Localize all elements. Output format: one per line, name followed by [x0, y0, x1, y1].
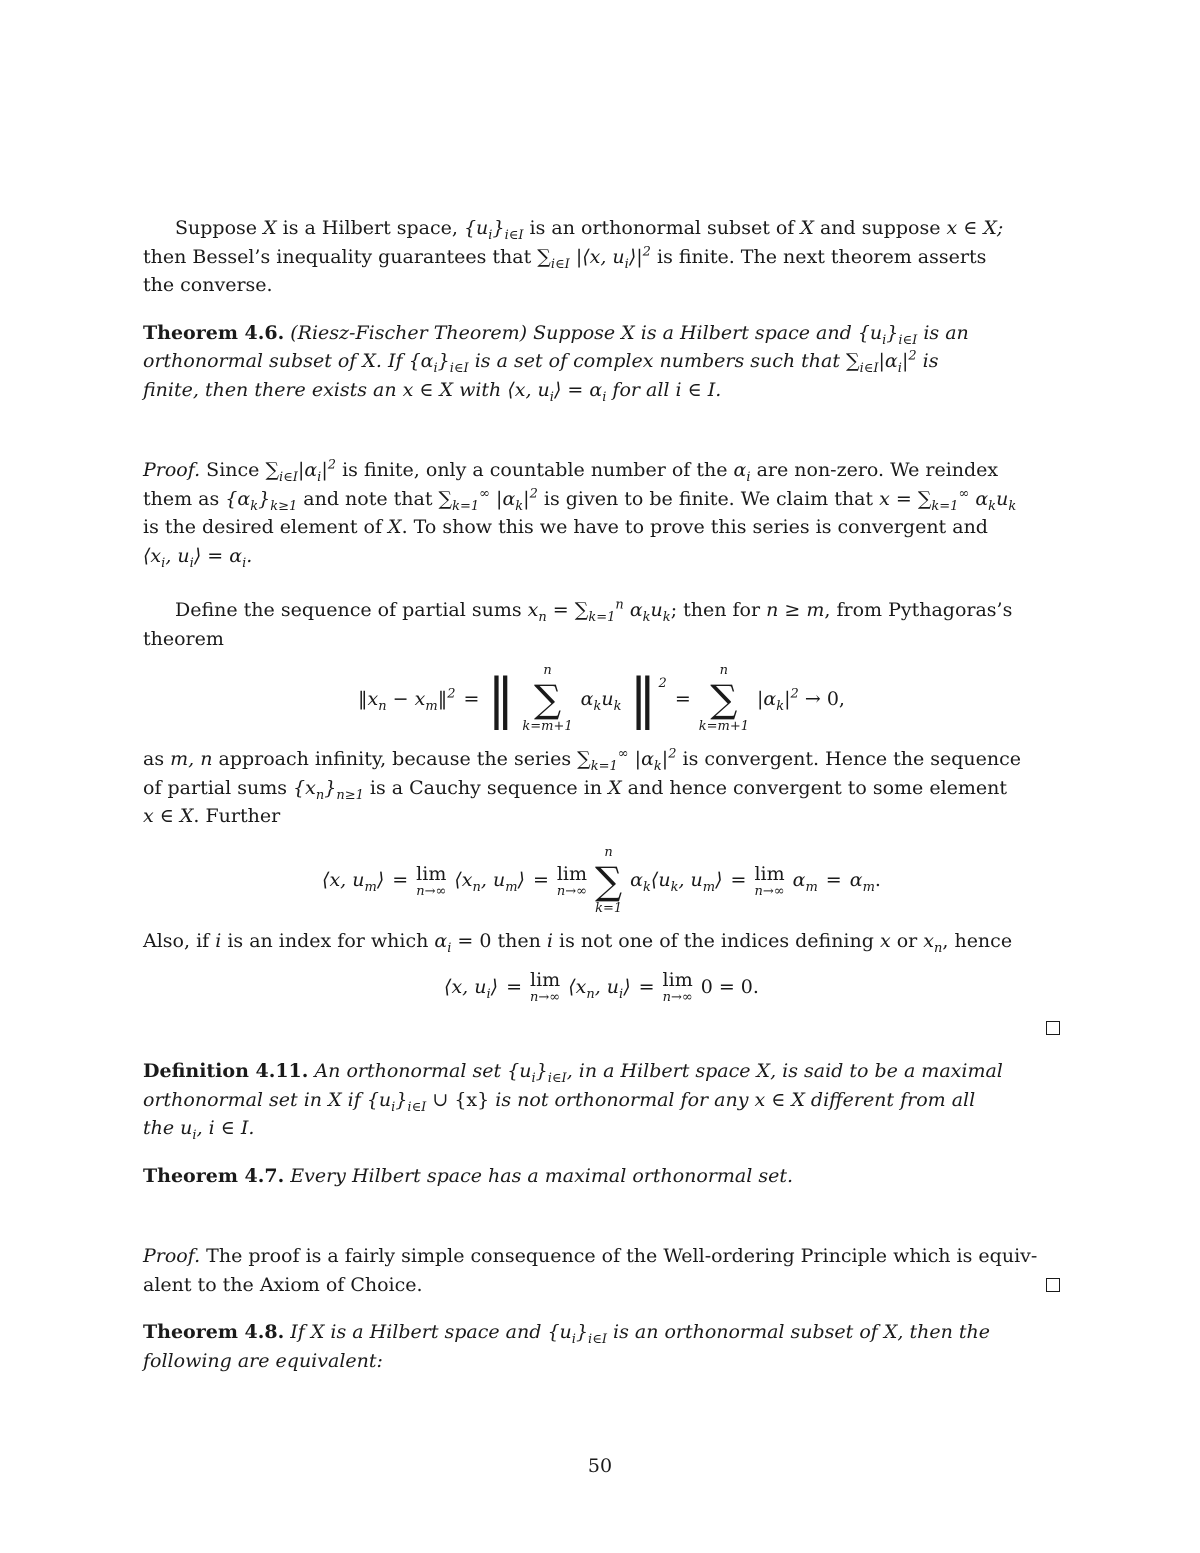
theorem-label: Theorem 4.8.: [143, 1321, 285, 1343]
proof-riesz-fischer: Proof. Since $\sum_{i\in I}|\alpha_i|^2$ is finite, only a countable number of the $\alpha_i$ are non-zero. We reindex them as $\{\alpha_k\}_{k\ge 1}$ and note that $\sum_{k=1}^\infty$ $|\alpha_k|^2$ is given to be finite. We claim that $x = \sum_{k=1}^\infty$ $\alpha_ku_k$ is the desired element of X. To show this we have to prove this series is convergent and $⟨x_i$, $u_i⟩ = \alpha_i$.: [143, 457, 1017, 571]
display-equation-zero: ⟨x, $u_i⟩$ = lim n→∞ $⟨x_n$, $u_i⟩$ = lim n→∞ 0 = 0.: [444, 969, 759, 1005]
intro-paragraph: Suppose X is a Hilbert space, $\{u_i\}_{i\in I}$ is an orthonormal subset of X and suppose x ∈ X; then Bessel’s inequality guarantees that $\sum_{i\in I}$ |⟨x, $u_i⟩|^2$ is finite. The next theorem asserts the converse.: [143, 217, 1004, 296]
proof-label: Proof.: [143, 459, 201, 481]
proof-label: Proof.: [143, 1245, 201, 1267]
theorem-label: Theorem 4.6.: [143, 321, 285, 344]
page-content: [143, 214, 1060, 1375]
page-number: 50: [587, 1455, 613, 1477]
proof-maximal-set: Proof. The proof is a fairly simple consequence of the Well-ordering Principle which is equiv- alent to the Axiom of Choice.: [143, 1242, 1060, 1299]
theorem-4-6: Theorem 4.6. (Riesz-Fischer Theorem) Suppose X is a Hilbert space and $\{u_i\}_{i\in I}$ is an orthonormal subset of X. If $\{\alpha_i\}_{i\in I}$ is a set of complex numbers such that $\sum_{i\in I}|\alpha_i|^2$ is finite, then there exists an x ∈ X with ⟨x, $u_i⟩ = \alpha_i$ for all i ∈ I.: [143, 321, 969, 405]
definition-4-11: Definition 4.11. An orthonormal set $\{u_i\}_{i\in I}$, in a Hilbert space X, is said to be a maximal orthonormal set in X if $\{u_i\}_{i\in I}$ ∪ {x} is not orthonormal for any x ∈ X different from all the $u_i$, i ∈ I.: [143, 1060, 1003, 1143]
cauchy-paragraph: as m, n approach infinity, because the series $\sum_{k=1}^\infty$ $|\alpha_k|^2$ is convergent. Hence the sequence of partial sums $\{x_n\}_{n\ge 1}$ is a Cauchy sequence in X and hence convergent to some element x ∈ X. Further: [143, 746, 1022, 827]
partial-sums-paragraph: Define the sequence of partial sums $x_n = \sum_{k=1}^n$ $\alpha_ku_k$; then for n ≥ m, from Pythagoras’s theorem: [143, 597, 1013, 650]
definition-label: Definition 4.11.: [143, 1060, 309, 1082]
theorem-4-8: Theorem 4.8. If X is a Hilbert space and $\{u_i\}_{i\in I}$ is an orthonormal subset of X, then the following are equivalent:: [143, 1321, 990, 1372]
qed-line: [143, 1015, 1060, 1043]
theorem-4-7: Theorem 4.7. Every Hilbert space has a maximal orthonormal set.: [143, 1164, 794, 1187]
theorem-label: Theorem 4.7.: [143, 1164, 285, 1187]
qed-box-icon: [1046, 1278, 1060, 1292]
display-equation-pythagoras: $‖x_n$ − $x_m‖^2$ = ‖ n ∑ k=m+1 $\alpha_ku_k$ ‖ 2 = n ∑ k=m+1 $|\alpha_k|^2 \to 0$,: [358, 663, 845, 734]
qed-box-icon: [1046, 1021, 1060, 1035]
index-paragraph: Also, if i is an index for which $\alpha_i = 0$ then i is not one of the indices defining x or $x_n$, hence: [143, 929, 1013, 956]
display-equation-limit: ⟨x, $u_m⟩$ = lim n→∞ $⟨x_n$, $u_m⟩$ = lim n→∞ n ∑ k=1 $\alpha_k⟨u_k$, $u_m⟩$ = lim n→∞ $\alpha_m$ = $\alpha_m$.: [322, 844, 881, 916]
